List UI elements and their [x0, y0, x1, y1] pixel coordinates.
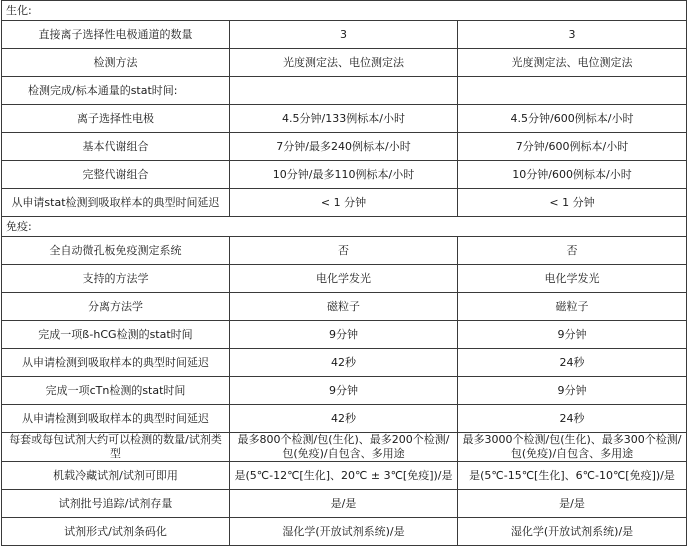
table-row	[2, 161, 687, 189]
cell-value: 9分钟	[458, 377, 687, 405]
section-header: 免疫:	[2, 217, 687, 237]
cell-value: 4.5分钟/600例标本/小时	[458, 105, 687, 133]
cell-value: 9分钟	[458, 321, 687, 349]
cell-value: 磁粒子	[230, 293, 458, 321]
cell-value	[230, 77, 458, 105]
table-row	[2, 433, 687, 462]
cell-value: 7分钟/最多240例标本/小时	[230, 133, 458, 161]
cell-value: 10分钟/600例标本/小时	[458, 161, 687, 189]
cell-value: 最多800个检测/包(生化)、最多200个检测/包(免疫)/自包含、多用途	[230, 433, 458, 462]
table-row	[2, 321, 687, 349]
section-row-biochem	[2, 1, 687, 21]
table-row	[2, 133, 687, 161]
table-row	[2, 377, 687, 405]
cell-value: 光度测定法、电位测定法	[230, 49, 458, 77]
row-label: 基本代谢组合	[2, 133, 230, 161]
cell-value: 湿化学(开放试剂系统)/是	[458, 518, 687, 546]
cell-value: < 1 分钟	[230, 189, 458, 217]
cell-value: 42秒	[230, 349, 458, 377]
table-row	[2, 518, 687, 546]
table-row	[2, 265, 687, 293]
row-label: 每套或每包试剂大约可以检测的数量/试剂类型	[2, 433, 230, 462]
row-label: 全自动微孔板免疫测定系统	[2, 237, 230, 265]
cell-value: 10分钟/最多110例标本/小时	[230, 161, 458, 189]
table-row	[2, 105, 687, 133]
row-label: 检测完成/标本通量的stat时间:	[2, 77, 230, 105]
row-label: 从申请检测到吸取样本的典型时间延迟	[2, 405, 230, 433]
row-label: 直接离子选择性电极通道的数量	[2, 21, 230, 49]
cell-value: 42秒	[230, 405, 458, 433]
table-row	[2, 293, 687, 321]
row-label: 机载冷藏试剂/试剂可即用	[2, 462, 230, 490]
cell-value: 是/是	[230, 490, 458, 518]
row-label: 从申请检测到吸取样本的典型时间延迟	[2, 349, 230, 377]
spec-table	[1, 0, 687, 546]
row-label: 支持的方法学	[2, 265, 230, 293]
cell-value: 9分钟	[230, 377, 458, 405]
cell-value: 磁粒子	[458, 293, 687, 321]
cell-value: < 1 分钟	[458, 189, 687, 217]
cell-value: 9分钟	[230, 321, 458, 349]
cell-value: 否	[230, 237, 458, 265]
cell-value: 7分钟/600例标本/小时	[458, 133, 687, 161]
cell-value: 是/是	[458, 490, 687, 518]
row-label: 完成一项cTn检测的stat时间	[2, 377, 230, 405]
table-row	[2, 49, 687, 77]
table-row	[2, 21, 687, 49]
table-row	[2, 490, 687, 518]
table-row	[2, 462, 687, 490]
cell-value: 3	[230, 21, 458, 49]
subheader-row	[2, 77, 687, 105]
cell-value: 电化学发光	[230, 265, 458, 293]
table-row	[2, 237, 687, 265]
cell-value: 光度测定法、电位测定法	[458, 49, 687, 77]
row-label: 离子选择性电极	[2, 105, 230, 133]
table-row	[2, 189, 687, 217]
row-label: 检测方法	[2, 49, 230, 77]
cell-value: 24秒	[458, 349, 687, 377]
cell-value: 是(5℃-15℃[生化]、6℃-10℃[免疫])/是	[458, 462, 687, 490]
cell-value: 3	[458, 21, 687, 49]
cell-value: 24秒	[458, 405, 687, 433]
table-row	[2, 405, 687, 433]
cell-value: 是(5℃-12℃[生化]、20℃ ± 3℃[免疫])/是	[230, 462, 458, 490]
cell-value	[458, 77, 687, 105]
row-label: 完成一项ß-hCG检测的stat时间	[2, 321, 230, 349]
row-label: 完整代谢组合	[2, 161, 230, 189]
row-label: 分离方法学	[2, 293, 230, 321]
cell-value: 电化学发光	[458, 265, 687, 293]
section-header: 生化:	[2, 1, 687, 21]
cell-value: 湿化学(开放试剂系统)/是	[230, 518, 458, 546]
table-row	[2, 349, 687, 377]
row-label: 试剂形式/试剂条码化	[2, 518, 230, 546]
row-label: 从申请stat检测到吸取样本的典型时间延迟	[2, 189, 230, 217]
row-label: 试剂批号追踪/试剂存量	[2, 490, 230, 518]
section-row-immuno	[2, 217, 687, 237]
cell-value: 否	[458, 237, 687, 265]
cell-value: 最多3000个检测/包(生化)、最多300个检测/包(免疫)/自包含、多用途	[458, 433, 687, 462]
cell-value: 4.5分钟/133例标本/小时	[230, 105, 458, 133]
